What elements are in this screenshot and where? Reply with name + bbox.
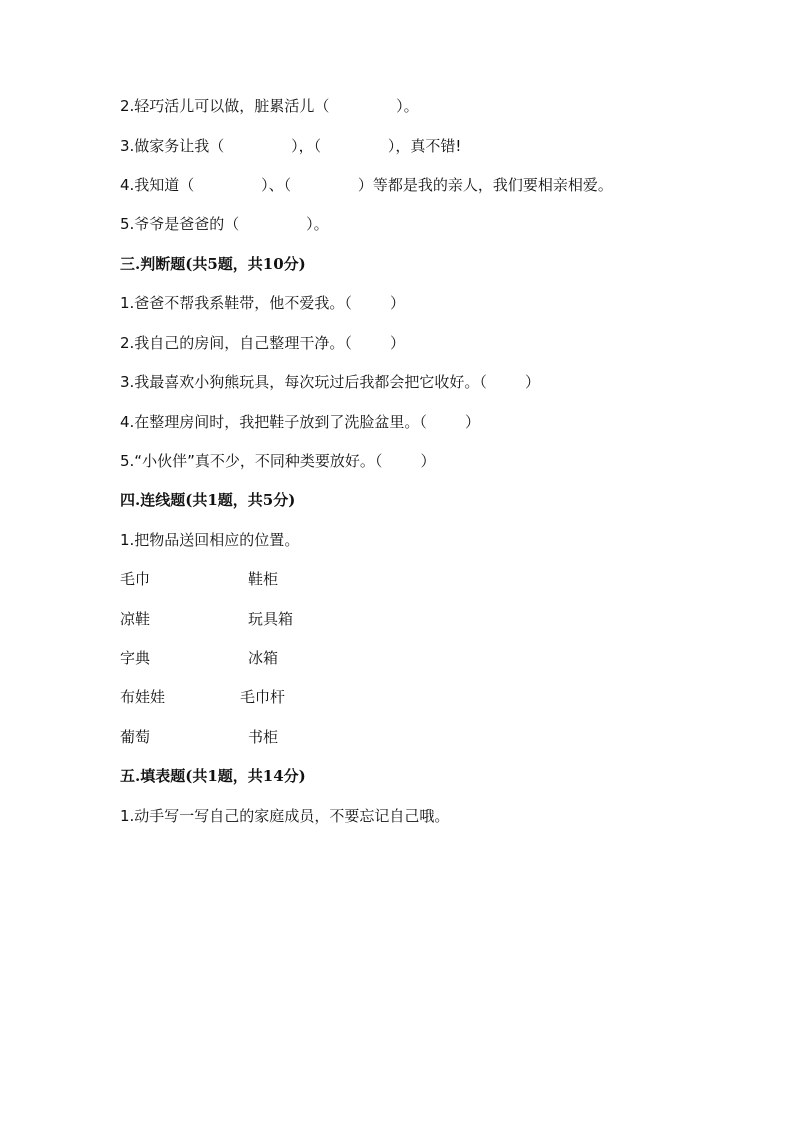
section-heading-table-fill: 五.填表题(共1题，共14分) (120, 767, 306, 785)
fill-blank-question-2: 2.轻巧活儿可以做，脏累活儿（ ）。 (120, 97, 419, 115)
true-false-question-4: 4.在整理房间时，我把鞋子放到了洗脸盆里。（ ） (120, 413, 480, 431)
fill-blank-question-4: 4.我知道（ ）、（ ）等都是我的亲人，我们要相亲相爱。 (120, 176, 613, 194)
matching-item-left-doll: 布娃娃 (120, 688, 166, 706)
matching-item-right-toy-box: 玩具箱 (248, 610, 294, 628)
section-heading-true-false: 三.判断题(共5题，共10分) (120, 255, 306, 273)
true-false-question-1: 1.爸爸不帮我系鞋带，他不爱我。（ ） (120, 294, 405, 312)
fill-blank-question-5: 5.爷爷是爸爸的（ ）。 (120, 215, 329, 233)
matching-item-right-towel-rack: 毛巾杆 (240, 688, 286, 706)
matching-item-left-dictionary: 字典 (120, 649, 151, 667)
matching-item-right-shoe-cabinet: 鞋柜 (248, 570, 279, 588)
matching-item-left-grapes: 葡萄 (120, 728, 151, 746)
true-false-question-5: 5.“小伙伴”真不少，不同种类要放好。（ ） (120, 452, 436, 470)
fill-blank-question-3: 3.做家务让我（ ），（ ），真不错! (120, 137, 462, 155)
true-false-question-3: 3.我最喜欢小狗熊玩具，每次玩过后我都会把它收好。（ ） (120, 373, 540, 391)
matching-item-right-fridge: 冰箱 (248, 649, 279, 667)
table-fill-question-1: 1.动手写一写自己的家庭成员，不要忘记自己哦。 (120, 807, 450, 825)
true-false-question-2: 2.我自己的房间，自己整理干净。（ ） (120, 334, 405, 352)
matching-item-right-bookcase: 书柜 (248, 728, 279, 746)
matching-item-left-sandals: 凉鞋 (120, 610, 151, 628)
matching-question-1: 1.把物品送回相应的位置。 (120, 531, 300, 549)
section-heading-matching: 四.连线题(共1题，共5分) (120, 491, 296, 509)
matching-item-left-towel: 毛巾 (120, 570, 151, 588)
